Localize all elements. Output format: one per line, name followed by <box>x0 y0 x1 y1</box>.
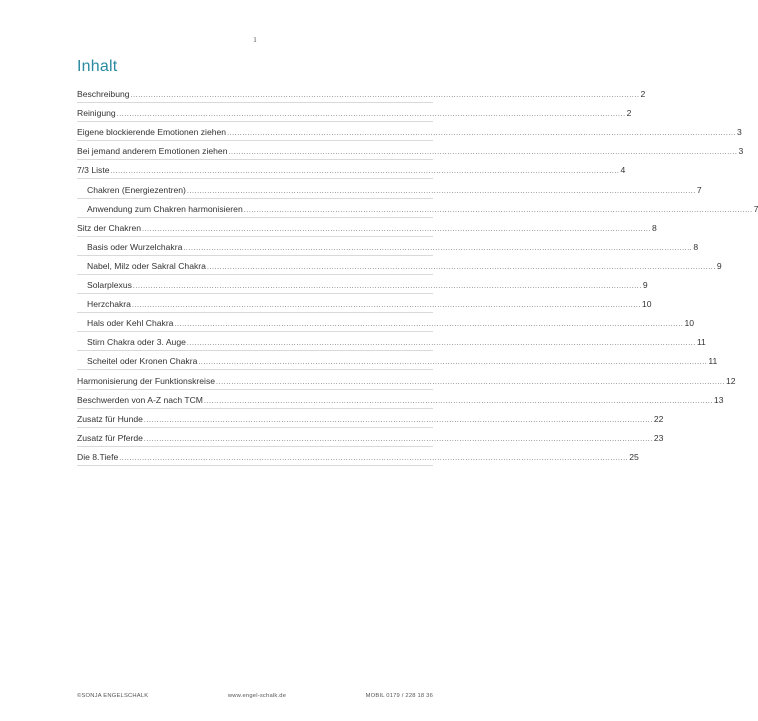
page-footer <box>77 693 433 699</box>
toc-entry-page: 9 <box>716 260 722 271</box>
toc-entry-label: Chakren (Energiezentren) <box>87 184 186 195</box>
toc-dot-leader: ........................................................................................................................................................................................................ <box>186 187 696 195</box>
toc-entry-label: Stirn Chakra oder 3. Auge <box>87 337 186 348</box>
toc-dot-leader: ........................................................................................................................................................................................................ <box>143 416 653 424</box>
toc-dot-leader: ........................................................................................................................................................................................................ <box>198 359 708 367</box>
toc-dot-leader: ........................................................................................................................................................................................................ <box>183 244 693 252</box>
toc-entry-label: Beschreibung <box>77 89 130 100</box>
toc-entry[interactable] <box>77 103 632 122</box>
toc-entry[interactable] <box>77 84 646 103</box>
toc-entry[interactable] <box>77 275 648 294</box>
toc-entry-page: 12 <box>726 375 736 386</box>
footer-phone: MOBIL 0179 / 228 18 36 <box>365 693 433 699</box>
toc-entry-page: 2 <box>626 108 632 119</box>
toc-entry-label: Sitz der Chakren <box>77 222 142 233</box>
toc-entry-page: 10 <box>684 318 694 329</box>
toc-entry-page: 11 <box>708 356 718 367</box>
toc-entry-page: 22 <box>653 413 664 424</box>
toc-entry-page: 9 <box>642 280 648 291</box>
toc-entry-label: Beschwerden von A-Z nach TCM <box>77 394 203 405</box>
toc-dot-leader: ........................................................................................................................................................................................................ <box>110 168 620 176</box>
toc-entry[interactable] <box>77 179 702 198</box>
toc-entry[interactable] <box>77 332 706 351</box>
page-number: 1 <box>253 36 257 44</box>
toc-entry-label: Scheitel oder Kronen Chakra <box>87 356 198 367</box>
toc-entry-label: Bei jemand anderem Emotionen ziehen <box>77 146 228 157</box>
toc-entry-label: Hals oder Kehl Chakra <box>87 318 174 329</box>
footer-website: www.engel-schalk.de <box>227 693 287 699</box>
toc-title: Inhalt <box>77 58 118 75</box>
toc-dot-leader: ........................................................................................................................................................................................................ <box>142 225 651 233</box>
toc-entry-page: 7 <box>753 203 758 214</box>
toc-entry[interactable] <box>77 428 664 447</box>
toc-dot-leader: ........................................................................................................................................................................................................ <box>216 378 726 386</box>
toc-entry-page: 13 <box>713 394 724 405</box>
toc-entry-label: Die 8.Tiefe <box>77 451 119 462</box>
toc-entry[interactable] <box>77 370 736 389</box>
toc-dot-leader: ........................................................................................................................................................................................................ <box>130 92 640 100</box>
toc-entry[interactable] <box>77 160 626 179</box>
toc-dot-leader: ........................................................................................................................................................................................................ <box>203 397 713 405</box>
toc-entry-label: Herzchakra <box>87 299 131 310</box>
toc-dot-leader: ........................................................................................................................................................................................................ <box>119 454 629 462</box>
toc-entry[interactable] <box>77 256 722 275</box>
toc-entry-page: 10 <box>641 299 652 310</box>
toc-entry[interactable] <box>77 294 652 313</box>
toc-entry-page: 8 <box>651 222 657 233</box>
toc-dot-leader: ........................................................................................................................................................................................................ <box>206 263 716 271</box>
toc-dot-leader: ........................................................................................................................................................................................................ <box>228 149 738 157</box>
toc-entry[interactable] <box>77 313 694 332</box>
toc-entry-label: Nabel, Milz oder Sakral Chakra <box>87 260 206 271</box>
toc-entry-label: 7/3 Liste <box>77 165 110 176</box>
toc-dot-leader: ........................................................................................................................................................................................................ <box>116 111 626 119</box>
toc-entry-page: 25 <box>629 451 639 462</box>
toc-entry-label: Zusatz für Pferde <box>77 432 143 443</box>
toc-entry[interactable] <box>77 409 664 428</box>
toc-entry-label: Eigene blockierende Emotionen ziehen <box>77 127 227 138</box>
toc-entry[interactable] <box>77 141 744 160</box>
toc-dot-leader: ........................................................................................................................................................................................................ <box>131 302 641 310</box>
toc-entry[interactable] <box>77 237 699 256</box>
toc-entry-page: 4 <box>620 165 626 176</box>
toc-dot-leader: ........................................................................................................................................................................................................ <box>132 283 642 291</box>
toc-dot-leader: ........................................................................................................................................................................................................ <box>186 340 696 348</box>
toc-entry-label: Solarplexus <box>87 280 132 291</box>
toc-dot-leader: ........................................................................................................................................................................................................ <box>174 321 684 329</box>
toc-entry-label: Zusatz für Hunde <box>77 413 143 424</box>
table-of-contents <box>77 84 758 466</box>
toc-entry-page: 11 <box>696 337 706 348</box>
toc-entry[interactable] <box>77 447 639 466</box>
toc-dot-leader: ........................................................................................................................................................................................................ <box>243 206 753 214</box>
toc-entry[interactable] <box>77 199 758 218</box>
toc-entry-page: 2 <box>640 89 646 100</box>
toc-entry-label: Harmonisierung der Funktionskreise <box>77 375 216 386</box>
toc-entry[interactable] <box>77 351 718 370</box>
toc-dot-leader: ........................................................................................................................................................................................................ <box>227 130 737 138</box>
toc-entry-label: Reinigung <box>77 108 116 119</box>
toc-entry[interactable] <box>77 390 724 409</box>
toc-entry-page: 8 <box>693 241 699 252</box>
toc-entry-page: 3 <box>738 146 744 157</box>
toc-entry-page: 3 <box>737 127 742 138</box>
toc-entry[interactable] <box>77 122 742 141</box>
toc-entry-page: 23 <box>653 432 664 443</box>
toc-entry[interactable] <box>77 218 657 237</box>
toc-entry-label: Basis oder Wurzelchakra <box>87 241 183 252</box>
footer-copyright: ©SONJA ENGELSCHALK <box>77 693 149 699</box>
toc-entry-label: Anwendung zum Chakren harmonisieren <box>87 203 243 214</box>
toc-entry-page: 7 <box>696 184 702 195</box>
toc-dot-leader: ........................................................................................................................................................................................................ <box>143 435 653 443</box>
